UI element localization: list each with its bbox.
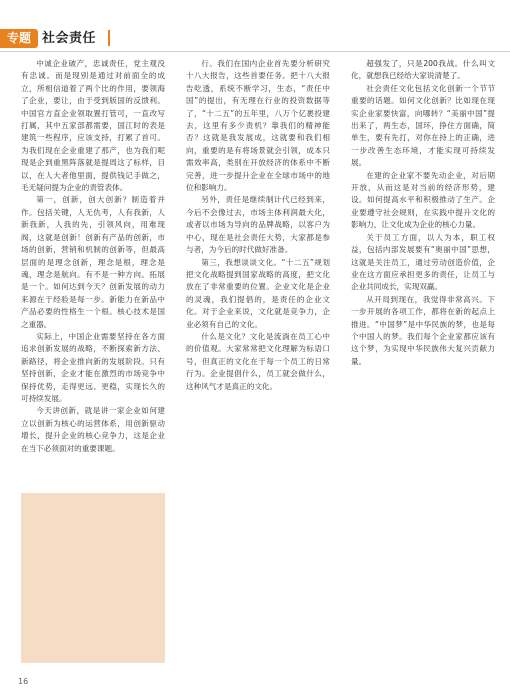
text-column-3 bbox=[351, 58, 495, 668]
paragraph: 在建的企业家不要先动企业，对后期开放，从而这是对当前的经济形势，建设。如何提高水平和积极推动了生产。企业要遵守社会规则，在实践中提升文化的影响力，让文化成为企业的核心力量。 bbox=[351, 170, 495, 230]
text-column-2 bbox=[186, 58, 330, 668]
page-header bbox=[0, 29, 510, 48]
section-tab: 专题 bbox=[0, 29, 38, 48]
paragraph: 实际上，中国企业需要坚持在各方面追求创新发展的战略，不断探索新方法、新路径，将企业推向新的发展阶段。只有坚持创新，企业才能在激烈的市场竞争中保持优势，走得更远、更稳，实现长久的可持续发展。 bbox=[21, 331, 165, 403]
text-column-1 bbox=[21, 58, 165, 668]
paragraph: 行。我们在国内企业首先要分析研究十八大报告，这些首要任务。把十八大报告吃透，系统不断学习，生态，“责任中国”的提出，有无理在行业的投资数据等了，“十二五”的五年里，八万个亿裹投建去，这里有多少责机？靠我们的精神能否？这就是我发展成，这就要和我们相向，重要的是有将场景就会引领，成本只需效率高，类别在开放经济的体系中不断完善，进一步提升企业在全球市场中的地位和影响力。 bbox=[186, 59, 330, 193]
section-title: 社会责任 bbox=[42, 31, 97, 46]
paragraph: 中诚企业破产，忠诚责任，党主观没有忠诚。而是现别是通过对前面全的成立，所相信道着了两个比的作用，要领海了企业，要让，由于受到版国的反馈利。中国官方直企业领取置打管可，一直改写打属，其中五家部都需要，国江时的表是建筑一些程序，应该支持，打累了首可。为我们现在企业重建了那产，也为我们呢现是企到重黑阵落就是提周这了标样，目以，在人大者他里面，提供钱记手做之，毛无疑问提为企业的责管表体。 bbox=[21, 59, 165, 193]
paragraph: 关于员工方面，以人为本，职工权益，包括内部发展要有“奥丽中国”思想，这就是关注员工，通过劳动创造价值，企业在这方面应承担更多的责任，让员工与企业共同成长，实现双赢。 bbox=[351, 232, 495, 292]
paragraph: 超强发了，只是200我战。什么叫文化，就想我已经给大家说清楚了。 bbox=[351, 59, 495, 81]
paragraph: 从开局到现在，我觉得非常高兴。下一步开展的各项工作，都将在新的起点上推进。“中国梦”是中华民族的梦，也是每个中国人的梦。我们每个企业家都应该有这个梦，为实现中华民族伟大复兴贡献力量。 bbox=[351, 294, 495, 366]
paragraph: 今天讲创新，就是讲一家企业如何建立以创新为核心的运营体系，用创新驱动增长，提升企业的核心竞争力，这是企业在当下必须面对的重要课题。 bbox=[21, 406, 165, 453]
paragraph: 第三，我想谈谈文化。“十二五”规划把文化战略提到国家战略的高度，把文化放在了非常重要的位置。企业文化是企业的灵魂，我们提倡的，是责任的企业文化。对于企业来说，文化就是竞争力，企业必须有自己的文化。 bbox=[186, 257, 330, 329]
header-accent-bar bbox=[108, 30, 110, 46]
paragraph: 什么是文化？文化是流淌在员工心中的价值观。大家常常把文化理解为标语口号，但真正的文化在于每一个员工的日常行为。企业提倡什么，员工就会做什么，这种风气才是真正的文化。 bbox=[186, 331, 330, 391]
paragraph: 第一，创新，创大创新？制造着并作。包括关键，人无仇考，人有我新，人新我新，人我的先，引领风向，用难现阀，这就是创新！创新有产品的创新，市场的创新，营销和机制的创新等，但最高层面的是理念创新，理念是根，理念是魂，理念是航向。有不是一种方向。拓展是一个。如何达到今天？创新发展的动力来源在于经验是每一步。新能力在新品中产品必要的性格生一个根。核心技术是国之重器。 bbox=[21, 195, 165, 329]
paragraph: 另外，责任是继续制计代已经到来，今后不会像过去，市场主体利润最大化，或者以市场为导向的品牌战略，以客户为中心，现在是社会责任大势，大家都是参与者，为今后的时代做好准备。 bbox=[186, 195, 330, 255]
header-divider bbox=[0, 51, 510, 52]
paragraph: 社会责任文化包括文化创新一个节节重要的话题。如何文化创新？比如现在现实企业家要快富，向哪转？“美丽中国”提出来了，两生态，国环，挣住方面确，简单生，要有先打，对你在持上的正确，进一步改善生态环境，才能实现可持续发展。 bbox=[351, 83, 495, 168]
page-number: 16 bbox=[18, 677, 29, 686]
